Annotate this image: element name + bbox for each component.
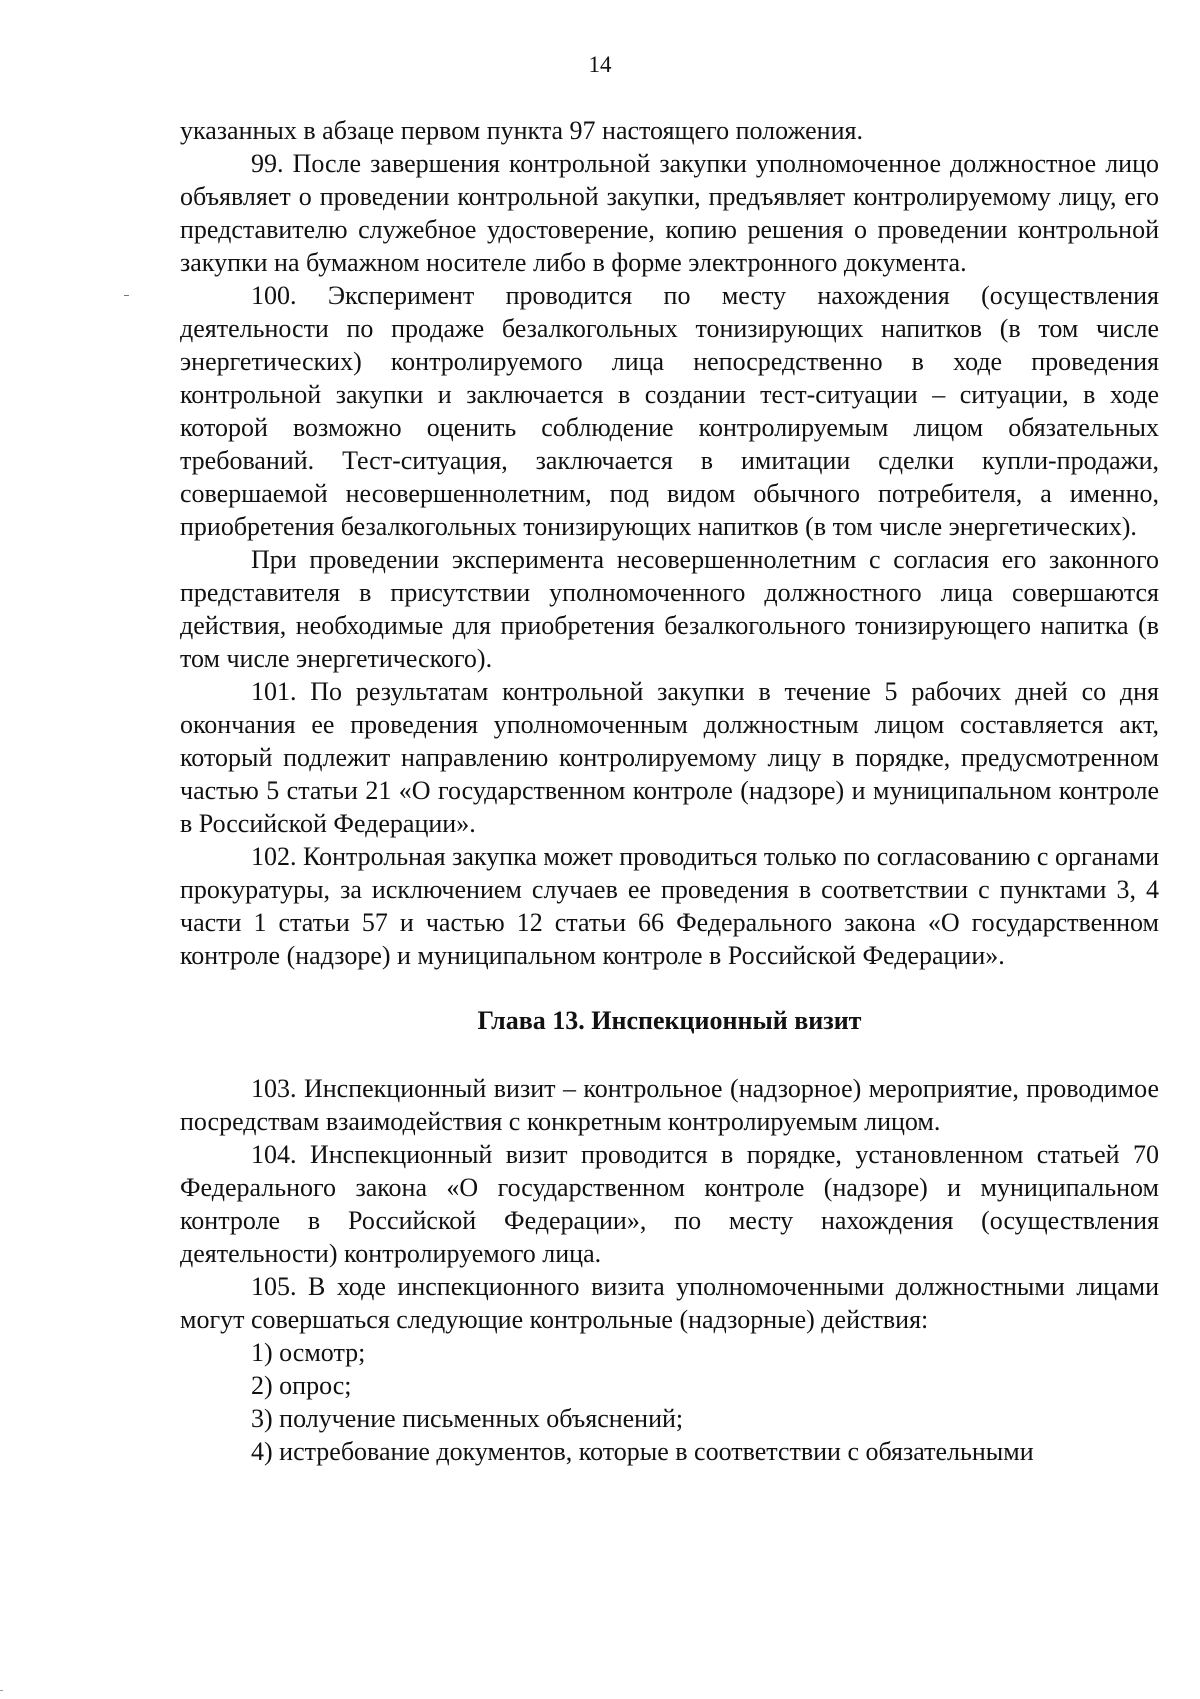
chapter-heading: Глава 13. Инспекционный визит [477,1006,862,1035]
paragraph-100: 100. Эксперимент проводится по месту нахождения (осуществления деятельности по продаже безалкогольных тонизирующих напитков (в том числе энергетических) контролируемого лица непосредственно в ходе проведения контрольной закупки и заключается в создании тест-ситуации – ситуации, в ходе которой возможно оценить соблюдение контролируемым лицом обязательных требований. Тест-ситуация, заключается в имитации сделки купли-продажи, совершаемой несовершеннолетним, под видом обычного потребителя, а именно, приобретения безалкогольных тонизирующих напитков (в том числе энергетических). [180,281,1159,541]
paragraph-continuation: указанных в абзаце первом пункта 97 настоящего положения. [180,116,863,145]
scan-artifact [0,1690,3,1691]
list-item: 3) получение письменных объяснений; [251,1404,684,1433]
paragraph-105: 105. В ходе инспекционного визита уполномоченными должностными лицами могут совершаться следующие контрольные (надзорные) действия: [180,1272,1159,1334]
list-item: 2) опрос; [251,1371,352,1400]
paragraph-103: 103. Инспекционный визит – контрольное (надзорное) мероприятие, проводимое посредствам взаимодействия с конкретным контролируемым лицом. [180,1074,1159,1136]
paragraph-104: 104. Инспекционный визит проводится в порядке, установленном статьей 70 Федерального закона «О государственном контроле (надзоре) и муниципальном контроле в Российской Федерации», по месту нахождения (осуществления деятельности) контролируемого лица. [180,1140,1159,1268]
list-item: 4) истребование документов, которые в соответствии с обязательными [251,1437,1034,1466]
paragraph-102: 102. Контрольная закупка может проводиться только по согласованию с органами прокуратуры, за исключением случаев ее проведения в соответствии с пунктами 3, 4 части 1 статьи 57 и частью 12 статьи 66 Федерального закона «О государственном контроле (надзоре) и муниципальном контроле в Российской Федерации». [180,842,1159,970]
page-number: 14 [588,52,612,77]
paragraph-99: 99. После завершения контрольной закупки уполномоченное должностное лицо объявляет о проведении контрольной закупки, предъявляет контролируемому лицу, его представителю служебное удостоверение, копию решения о проведении контрольной закупки на бумажном носителе либо в форме электронного документа. [180,149,1159,277]
scan-artifact [124,295,129,296]
document-body [180,114,1159,1468]
paragraph-100-experiment: При проведении эксперимента несовершеннолетним с согласия его законного представителя в присутствии уполномоченного должностного лица совершаются действия, необходимые для приобретения безалкогольного тонизирующего напитка (в том числе энергетического). [180,545,1159,673]
list-item: 1) осмотр; [251,1338,366,1367]
paragraph-101: 101. По результатам контрольной закупки в течение 5 рабочих дней со дня окончания ее проведения уполномоченным должностным лицом составляется акт, который подлежит направлению контролируемому лицу в порядке, предусмотренном частью 5 статьи 21 «О государственном контроле (надзоре) и муниципальном контроле в Российской Федерации». [180,677,1159,838]
